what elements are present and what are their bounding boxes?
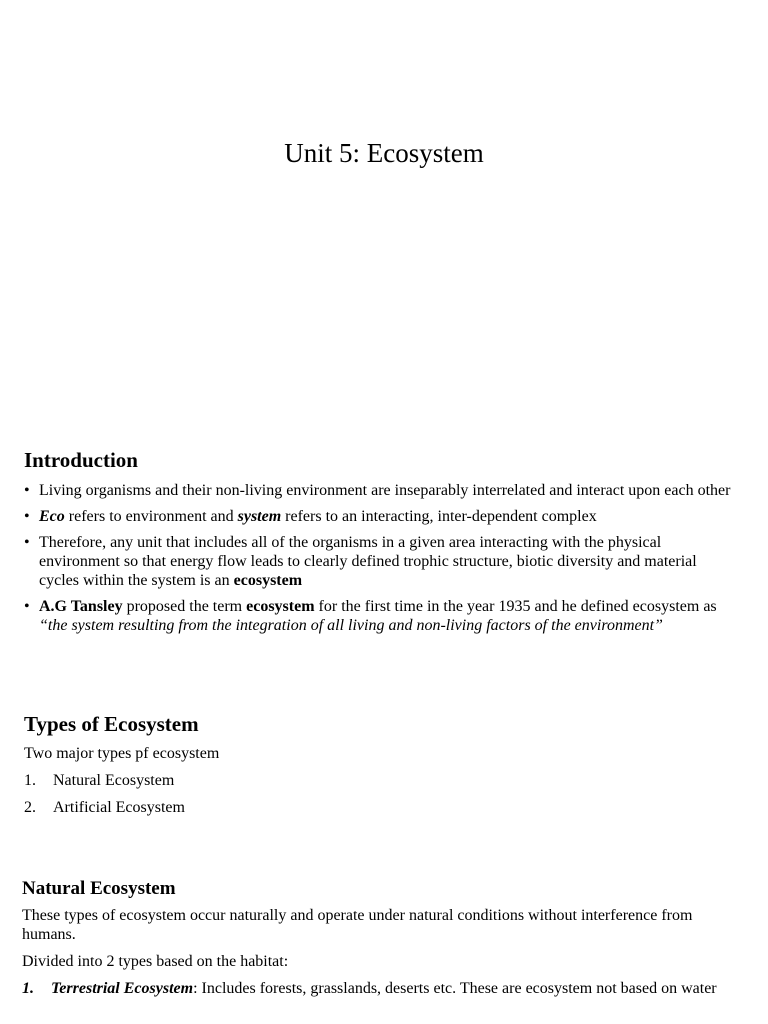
page-title: Unit 5: Ecosystem	[284, 138, 484, 168]
natural-heading: Natural Ecosystem	[22, 878, 176, 899]
list-item	[24, 507, 734, 526]
types-heading: Types of Ecosystem	[24, 712, 199, 736]
natural-divided: Divided into 2 types based on the habitat:	[22, 953, 289, 970]
system-term: system	[237, 508, 282, 525]
list-number: 1.	[22, 980, 34, 997]
types-intro: Two major types pf ecosystem	[24, 745, 220, 762]
bullet-text: refers to an interacting, inter-dependent complex	[281, 508, 597, 525]
list-number: 2.	[24, 799, 36, 816]
introduction-section	[24, 448, 734, 642]
bullet-icon: •	[24, 534, 30, 551]
types-list	[24, 771, 734, 817]
bullet-icon: •	[24, 598, 30, 615]
list-item	[24, 771, 734, 790]
list-item	[24, 798, 734, 817]
bullet-text: for the first time in the year 1935 and he defined ecosystem as	[314, 598, 717, 615]
bullet-icon: •	[24, 508, 30, 525]
bullet-text: proposed the term	[122, 598, 247, 615]
bullet-text: Living organisms and their non-living environment are inseparably interrelated and interact upon each other	[39, 482, 731, 499]
introduction-bullet-list	[24, 481, 734, 635]
ecosystem-term: ecosystem	[233, 572, 303, 589]
introduction-heading: Introduction	[24, 448, 138, 472]
list-item	[24, 597, 734, 635]
tansley-quote: “the system resulting from the integration of all living and non-living factors of the environment”	[39, 617, 663, 634]
bullet-icon: •	[24, 482, 30, 499]
types-section	[24, 712, 734, 825]
list-item	[22, 979, 734, 998]
list-item	[24, 533, 734, 590]
list-item	[24, 481, 734, 500]
natural-description: These types of ecosystem occur naturally and operate under natural conditions without interference from humans.	[22, 907, 693, 943]
natural-ecosystem-section	[22, 878, 734, 1006]
list-label: : Includes forests, grasslands, deserts etc. These are ecosystem not based on water	[193, 980, 717, 997]
list-label: Natural Ecosystem	[53, 772, 175, 789]
bullet-text: refers to environment and	[64, 508, 238, 525]
terrestrial-term: Terrestrial Ecosystem	[51, 980, 194, 997]
eco-term: Eco	[39, 508, 65, 525]
tansley-name: A.G Tansley	[39, 598, 123, 615]
list-label: Artificial Ecosystem	[53, 799, 185, 816]
bullet-text: Therefore, any unit that includes all of the organisms in a given area interacting with the physical environment so that energy flow leads to clearly defined trophic structure, biotic diversity and material cycles within the system is an	[39, 534, 697, 589]
ecosystem-term: ecosystem	[246, 598, 315, 615]
natural-types-list	[22, 979, 734, 998]
list-number: 1.	[24, 772, 36, 789]
